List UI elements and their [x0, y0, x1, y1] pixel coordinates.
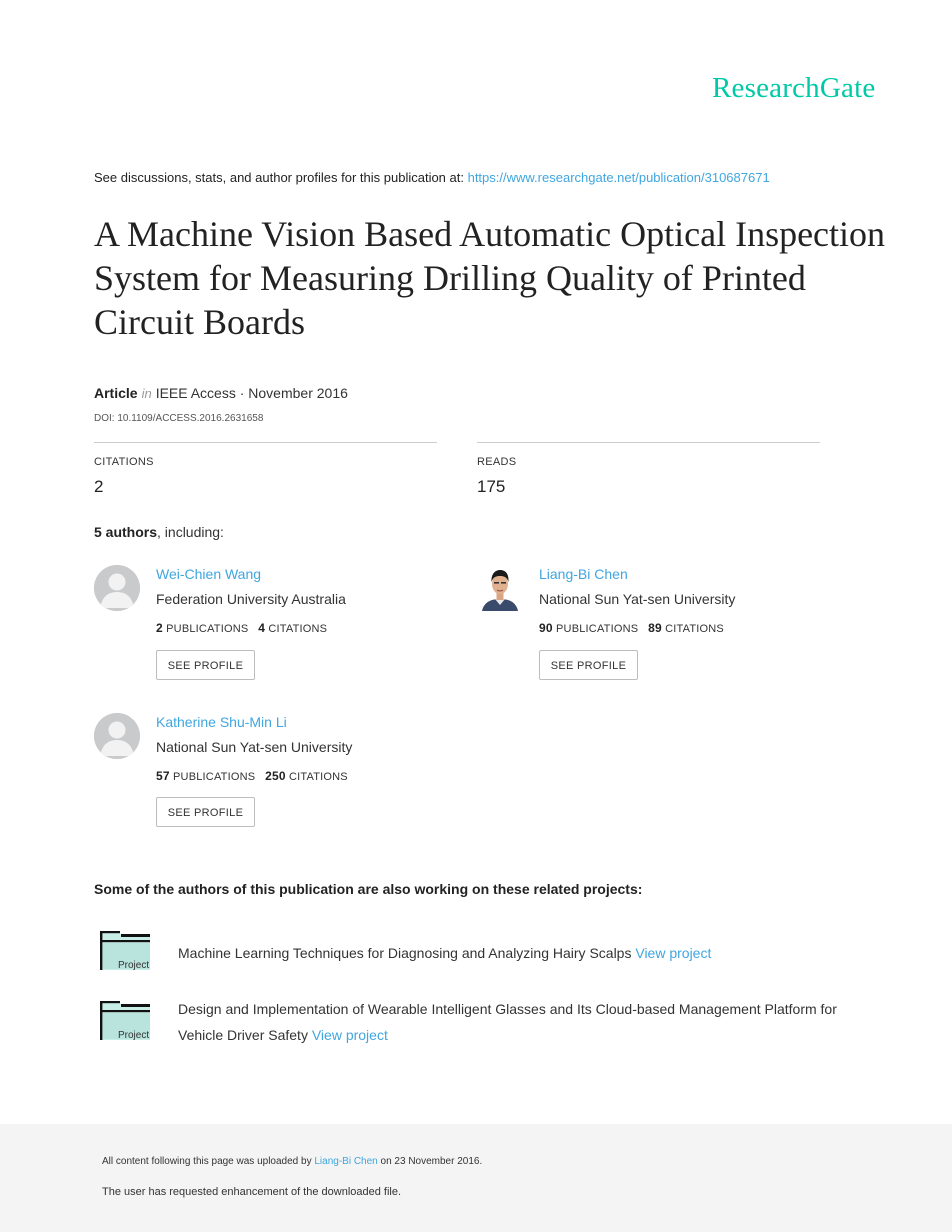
- publication-title: A Machine Vision Based Automatic Optical Inspection System for Measuring Drilling Quality of Printed Circuit Boards: [94, 214, 886, 342]
- see-profile-button[interactable]: SEE PROFILE: [539, 650, 638, 680]
- publication-url-link[interactable]: https://www.researchgate.net/publication/310687671: [467, 170, 770, 185]
- upload-notice: [102, 1156, 482, 1167]
- upload-prefix: All content following this page was uploaded by: [102, 1156, 315, 1167]
- related-projects-heading: Some of the authors of this publication are also working on these related projects:: [94, 881, 643, 897]
- enhancement-note: The user has requested enhancement of the downloaded file.: [102, 1186, 402, 1198]
- see-profile-button[interactable]: SEE PROFILE: [156, 650, 255, 680]
- page-footer: [0, 1124, 952, 1232]
- citations-label: CITATIONS: [268, 623, 328, 635]
- publications-count: 57: [156, 769, 170, 783]
- source-intro-text: See discussions, stats, and author profiles for this publication at:: [94, 170, 468, 185]
- project-folder-icon[interactable]: [99, 929, 151, 971]
- publication-source-line: [94, 170, 770, 185]
- researchgate-logo[interactable]: ResearchGate: [712, 72, 876, 104]
- in-label: in: [141, 386, 152, 401]
- author-name-link[interactable]: Katherine Shu-Min Li: [156, 714, 287, 730]
- publications-count: 2: [156, 621, 163, 635]
- authors-heading: [94, 524, 224, 540]
- reads-divider: [477, 442, 820, 443]
- view-project-link[interactable]: View project: [635, 945, 712, 961]
- citations-count: 89: [648, 621, 662, 635]
- project-folder-icon[interactable]: [99, 999, 151, 1041]
- author-counts: [539, 621, 724, 635]
- reads-label: READS: [477, 456, 517, 468]
- author-counts: [156, 621, 327, 635]
- project-title: Machine Learning Techniques for Diagnosing and Analyzing Hairy Scalps: [178, 945, 636, 961]
- author-name-link[interactable]: Liang-Bi Chen: [539, 566, 628, 582]
- citations-label: CITATIONS: [665, 623, 724, 635]
- citations-count: 2: [94, 477, 104, 496]
- project-item: [178, 940, 868, 966]
- authors-including: , including:: [157, 524, 224, 540]
- reads-count: 175: [477, 477, 506, 496]
- citations-label: CITATIONS: [94, 456, 154, 468]
- publications-label: PUBLICATIONS: [556, 623, 639, 635]
- project-folder-label: Project: [118, 960, 150, 971]
- view-project-link[interactable]: View project: [311, 1027, 388, 1043]
- author-name-link[interactable]: Wei-Chien Wang: [156, 566, 262, 582]
- project-item: [178, 996, 868, 1048]
- citations-label: CITATIONS: [288, 771, 348, 783]
- author-photo-icon[interactable]: [477, 565, 523, 611]
- author-institution[interactable]: Federation University Australia: [156, 591, 346, 607]
- citations-count: 250: [265, 769, 286, 783]
- default-avatar-icon[interactable]: [94, 713, 140, 759]
- publication-meta: [94, 385, 348, 401]
- see-profile-button[interactable]: SEE PROFILE: [156, 797, 255, 827]
- author-institution[interactable]: National Sun Yat-sen University: [156, 739, 353, 755]
- project-title: Design and Implementation of Wearable Intelligent Glasses and Its Cloud-based Management Platform for Vehicle Driver Safety: [178, 1001, 837, 1043]
- publication-doi: DOI: 10.1109/ACCESS.2016.2631658: [94, 413, 264, 424]
- publication-venue[interactable]: IEEE Access · November 2016: [155, 385, 348, 401]
- citations-divider: [94, 442, 437, 443]
- citations-count: 4: [258, 621, 266, 635]
- publications-count: 90: [539, 621, 553, 635]
- project-folder-label: Project: [118, 1030, 150, 1041]
- publications-label: PUBLICATIONS: [173, 771, 256, 783]
- default-avatar-icon[interactable]: [94, 565, 140, 611]
- publications-label: PUBLICATIONS: [166, 623, 249, 635]
- authors-count: 5 authors: [94, 524, 158, 540]
- uploader-link[interactable]: Liang-Bi Chen: [314, 1156, 378, 1167]
- upload-suffix: on 23 November 2016.: [377, 1156, 483, 1167]
- author-counts: [156, 769, 348, 783]
- publication-type: Article: [94, 385, 138, 401]
- author-institution[interactable]: National Sun Yat-sen University: [539, 591, 736, 607]
